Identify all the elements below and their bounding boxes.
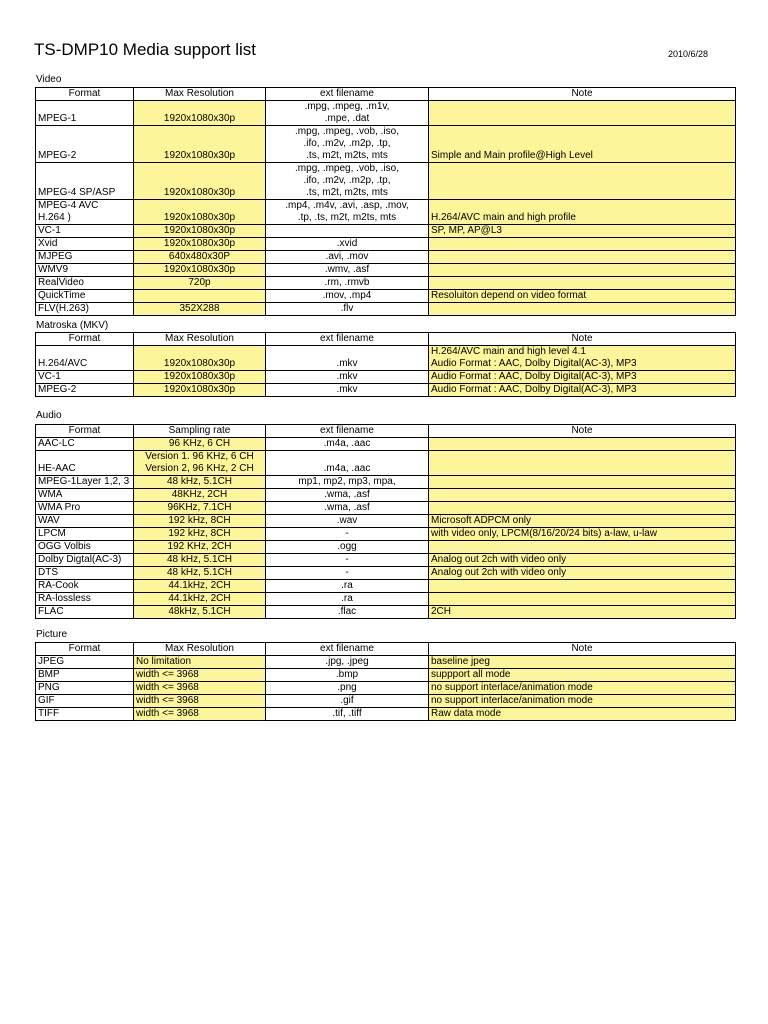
cell-ext: - [266, 567, 429, 580]
cell-note [429, 489, 736, 502]
table-row [36, 682, 736, 695]
cell-max-res: width <= 3968 [134, 669, 266, 682]
cell-format: Dolby Digtal(AC-3) [36, 554, 134, 567]
table-row [36, 384, 736, 397]
table-row [36, 489, 736, 502]
cell-ext: .wma, .asf [266, 489, 429, 502]
table-row [36, 695, 736, 708]
cell-max-res: 640x480x30P [134, 251, 266, 264]
cell-format: MPEG-2 [36, 384, 134, 397]
cell-note: no support interlace/animation mode [429, 682, 736, 695]
cell-max-res: 44.1kHz, 2CH [134, 593, 266, 606]
cell-ext: .wma, .asf [266, 502, 429, 515]
table-row [36, 451, 736, 476]
cell-max-res: 48 kHz, 5.1CH [134, 476, 266, 489]
cell-note: suppport all mode [429, 669, 736, 682]
table-row [36, 669, 736, 682]
column-header-max-res: Max Resolution [134, 88, 266, 101]
cell-max-res: 1920x1080x30p [134, 200, 266, 225]
cell-format: QuickTime [36, 290, 134, 303]
cell-note: baseline jpeg [429, 656, 736, 669]
cell-note [429, 303, 736, 316]
cell-note [429, 251, 736, 264]
cell-note [429, 502, 736, 515]
table-row [36, 476, 736, 489]
cell-ext: - [266, 528, 429, 541]
cell-format: RA-Cook [36, 580, 134, 593]
column-header-ext: ext filename [266, 643, 429, 656]
column-header-note: Note [429, 333, 736, 346]
cell-format: RealVideo [36, 277, 134, 290]
cell-note [429, 163, 736, 200]
cell-ext: .mkv [266, 384, 429, 397]
table-row [36, 371, 736, 384]
cell-ext: mp1, mp2, mp3, mpa, [266, 476, 429, 489]
cell-max-res: 48 kHz, 5.1CH [134, 554, 266, 567]
table-header-row [36, 88, 736, 101]
cell-format: VC-1 [36, 225, 134, 238]
cell-max-res: 1920x1080x30p [134, 371, 266, 384]
video-table [35, 87, 736, 316]
cell-ext: .tif, .tiff [266, 708, 429, 721]
cell-format: RA-lossless [36, 593, 134, 606]
table-row [36, 708, 736, 721]
cell-format: H.264/AVC [36, 346, 134, 371]
column-header-format: Format [36, 643, 134, 656]
cell-ext: .ra [266, 580, 429, 593]
cell-ext: .jpg, .jpeg [266, 656, 429, 669]
picture-section-label: Picture [36, 629, 68, 640]
cell-note: Analog out 2ch with video only [429, 554, 736, 567]
cell-note [429, 101, 736, 126]
cell-max-res: 1920x1080x30p [134, 163, 266, 200]
picture-table [35, 642, 736, 721]
audio-section-label: Audio [36, 410, 62, 421]
table-row [36, 593, 736, 606]
cell-note: Audio Format : AAC, Dolby Digital(AC-3), MP3 [429, 384, 736, 397]
cell-format: MPEG-2 [36, 126, 134, 163]
cell-format: WMA Pro [36, 502, 134, 515]
cell-ext: .flac [266, 606, 429, 619]
cell-max-res: 1920x1080x30p [134, 264, 266, 277]
table-row [36, 528, 736, 541]
table-row [36, 502, 736, 515]
table-row [36, 656, 736, 669]
cell-max-res: 192 kHz, 8CH [134, 528, 266, 541]
column-header-ext: ext filename [266, 425, 429, 438]
table-row [36, 225, 736, 238]
cell-max-res: 1920x1080x30p [134, 126, 266, 163]
column-header-format: Format [36, 425, 134, 438]
cell-format: Xvid [36, 238, 134, 251]
cell-max-res: 1920x1080x30p [134, 346, 266, 371]
cell-max-res: Version 1. 96 KHz, 6 CH Version 2, 96 KHz, 2 CH [134, 451, 266, 476]
mkv-section-label: Matroska (MKV) [36, 320, 109, 331]
column-header-max-res: Sampling rate [134, 425, 266, 438]
cell-ext: .mkv [266, 371, 429, 384]
cell-note [429, 238, 736, 251]
cell-ext: .rm, .rmvb [266, 277, 429, 290]
column-header-note: Note [429, 425, 736, 438]
cell-max-res [134, 290, 266, 303]
cell-format: JPEG [36, 656, 134, 669]
cell-note [429, 580, 736, 593]
cell-max-res: 1920x1080x30p [134, 101, 266, 126]
column-header-format: Format [36, 88, 134, 101]
cell-max-res: 192 KHz, 2CH [134, 541, 266, 554]
column-header-note: Note [429, 643, 736, 656]
cell-format: OGG Volbis [36, 541, 134, 554]
cell-ext: .flv [266, 303, 429, 316]
cell-note: Simple and Main profile@High Level [429, 126, 736, 163]
cell-max-res: 48 kHz, 5.1CH [134, 567, 266, 580]
table-header-row [36, 643, 736, 656]
cell-format: GIF [36, 695, 134, 708]
page-title: TS-DMP10 Media support list [34, 40, 257, 59]
table-row [36, 126, 736, 163]
cell-format: VC-1 [36, 371, 134, 384]
cell-note [429, 277, 736, 290]
table-row [36, 101, 736, 126]
cell-ext: .gif [266, 695, 429, 708]
column-header-max-res: Max Resolution [134, 643, 266, 656]
cell-max-res: 1920x1080x30p [134, 384, 266, 397]
cell-max-res: 1920x1080x30p [134, 225, 266, 238]
cell-max-res: width <= 3968 [134, 695, 266, 708]
cell-format: MPEG-1Layer 1,2, 3 [36, 476, 134, 489]
table-header-row [36, 425, 736, 438]
cell-max-res: 352X288 [134, 303, 266, 316]
column-header-note: Note [429, 88, 736, 101]
cell-ext: .wav [266, 515, 429, 528]
table-row [36, 438, 736, 451]
table-row [36, 200, 736, 225]
cell-note: Analog out 2ch with video only [429, 567, 736, 580]
cell-note: with video only, LPCM(8/16/20/24 bits) a-law, u-law [429, 528, 736, 541]
cell-max-res: 44.1kHz, 2CH [134, 580, 266, 593]
cell-ext: .mpg, .mpeg, .vob, .iso, .ifo, .m2v, .m2p, .tp, .ts, m2t, m2ts, mts [266, 163, 429, 200]
cell-note: Raw data mode [429, 708, 736, 721]
cell-format: FLAC [36, 606, 134, 619]
cell-ext: .mov, .mp4 [266, 290, 429, 303]
cell-format: MJPEG [36, 251, 134, 264]
column-header-format: Format [36, 333, 134, 346]
cell-note [429, 451, 736, 476]
table-row [36, 163, 736, 200]
audio-table [35, 424, 736, 619]
cell-note [429, 264, 736, 277]
cell-ext: .xvid [266, 238, 429, 251]
cell-format: MPEG-4 SP/ASP [36, 163, 134, 200]
cell-max-res: 48KHz, 2CH [134, 489, 266, 502]
cell-ext: .mp4, .m4v, .avi, .asp, .mov, .tp, .ts, m2t, m2ts, mts [266, 200, 429, 225]
cell-ext: .mkv [266, 346, 429, 371]
cell-note [429, 476, 736, 489]
cell-note: Audio Format : AAC, Dolby Digital(AC-3), MP3 [429, 371, 736, 384]
cell-format: MPEG-4 AVC H.264 ) [36, 200, 134, 225]
table-row [36, 277, 736, 290]
cell-max-res: 192 kHz, 8CH [134, 515, 266, 528]
column-header-ext: ext filename [266, 88, 429, 101]
cell-format: MPEG-1 [36, 101, 134, 126]
cell-note: SP, MP, AP@L3 [429, 225, 736, 238]
cell-note [429, 541, 736, 554]
table-row [36, 264, 736, 277]
cell-max-res: 1920x1080x30p [134, 238, 266, 251]
cell-format: BMP [36, 669, 134, 682]
cell-ext: .bmp [266, 669, 429, 682]
cell-format: LPCM [36, 528, 134, 541]
cell-ext: .m4a, .aac [266, 451, 429, 476]
cell-ext: .ogg [266, 541, 429, 554]
table-row [36, 515, 736, 528]
cell-ext: .avi, .mov [266, 251, 429, 264]
cell-format: PNG [36, 682, 134, 695]
cell-max-res: 48kHz, 5.1CH [134, 606, 266, 619]
cell-max-res: 720p [134, 277, 266, 290]
cell-max-res: 96 KHz, 6 CH [134, 438, 266, 451]
cell-ext: .png [266, 682, 429, 695]
table-row [36, 567, 736, 580]
video-section-label: Video [36, 74, 62, 85]
cell-ext: .ra [266, 593, 429, 606]
cell-ext: .wmv, .asf [266, 264, 429, 277]
document-date: 2010/6/28 [667, 49, 708, 59]
cell-note: no support interlace/animation mode [429, 695, 736, 708]
table-row [36, 606, 736, 619]
cell-note: Resoluiton depend on video format [429, 290, 736, 303]
cell-note: H.264/AVC main and high level 4.1 Audio Format : AAC, Dolby Digital(AC-3), MP3 [429, 346, 736, 371]
mkv-table [35, 332, 736, 397]
cell-format: WAV [36, 515, 134, 528]
cell-format: TIFF [36, 708, 134, 721]
table-row [36, 238, 736, 251]
table-row [36, 346, 736, 371]
cell-note: H.264/AVC main and high profile [429, 200, 736, 225]
table-row [36, 541, 736, 554]
cell-max-res: width <= 3968 [134, 708, 266, 721]
table-row [36, 290, 736, 303]
cell-note [429, 438, 736, 451]
cell-ext: .mpg, .mpeg, .m1v, .mpe, .dat [266, 101, 429, 126]
cell-ext: - [266, 554, 429, 567]
cell-format: WMA [36, 489, 134, 502]
table-row [36, 580, 736, 593]
cell-format: FLV(H.263) [36, 303, 134, 316]
cell-ext: .mpg, .mpeg, .vob, .iso, .ifo, .m2v, .m2p, .tp, .ts, m2t, m2ts, mts [266, 126, 429, 163]
cell-note: Microsoft ADPCM only [429, 515, 736, 528]
cell-max-res: 96KHz, 7.1CH [134, 502, 266, 515]
table-header-row [36, 333, 736, 346]
table-row [36, 554, 736, 567]
cell-ext: .m4a, .aac [266, 438, 429, 451]
cell-format: WMV9 [36, 264, 134, 277]
cell-format: AAC-LC [36, 438, 134, 451]
cell-max-res: No limitation [134, 656, 266, 669]
table-row [36, 251, 736, 264]
column-header-max-res: Max Resolution [134, 333, 266, 346]
column-header-ext: ext filename [266, 333, 429, 346]
cell-note [429, 593, 736, 606]
table-row [36, 303, 736, 316]
cell-ext [266, 225, 429, 238]
cell-max-res: width <= 3968 [134, 682, 266, 695]
cell-format: HE-AAC [36, 451, 134, 476]
cell-note: 2CH [429, 606, 736, 619]
cell-format: DTS [36, 567, 134, 580]
